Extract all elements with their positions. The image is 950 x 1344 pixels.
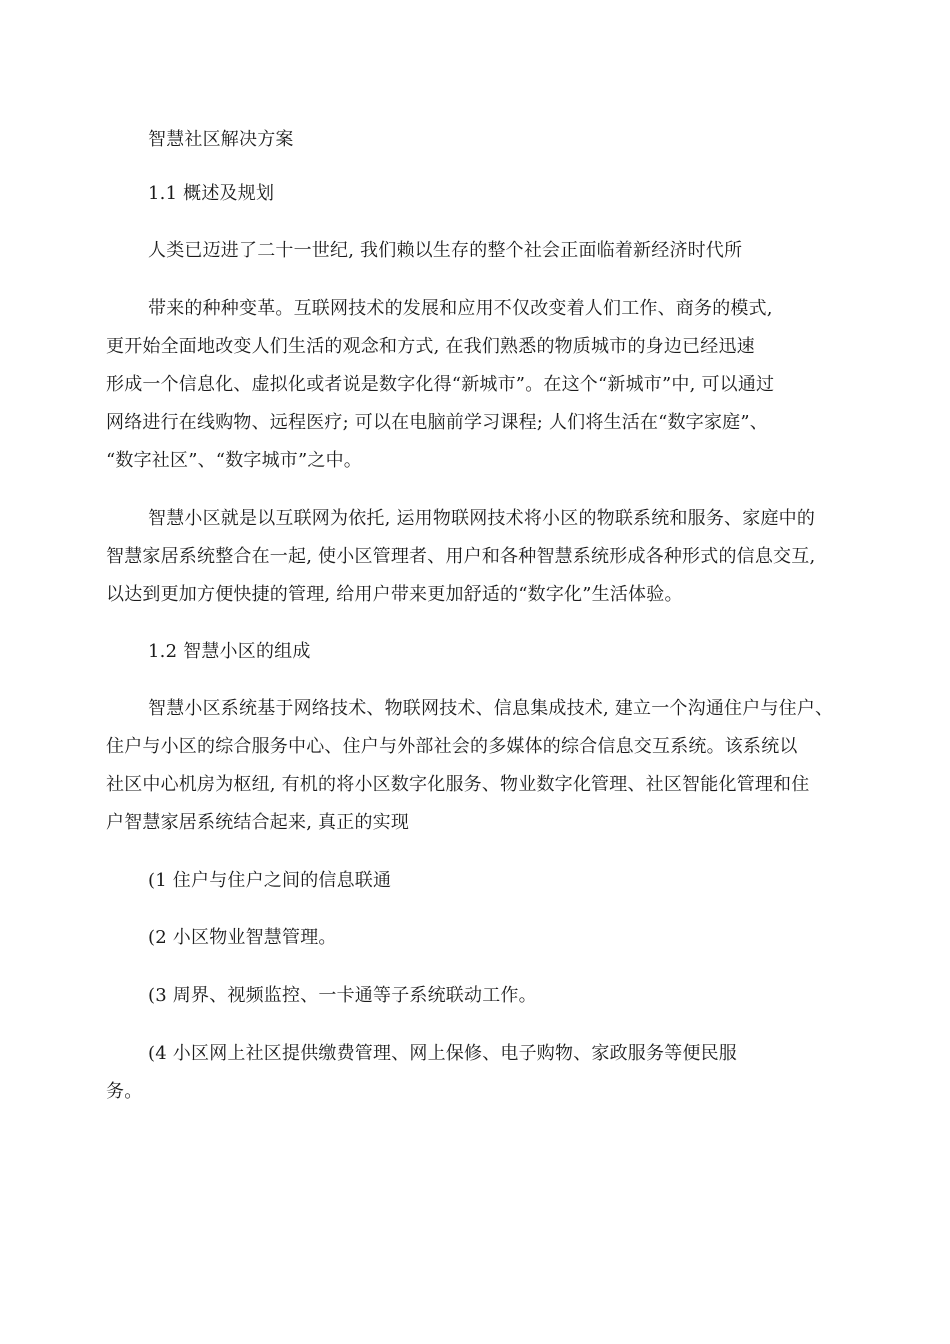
paragraph-3-line-4: 户智慧家居系统结合起来, 真正的实现 (106, 812, 410, 833)
list-item-1: (1 住户与住户之间的信息联通 (148, 870, 392, 891)
paragraph-2-line-3: 以达到更加方便快捷的管理, 给用户带来更加舒适的“数字化”生活体验。 (106, 584, 683, 605)
section-heading-1-1: 1.1 概述及规划 (148, 183, 275, 204)
paragraph-1-line-1: 人类已迈进了二十一世纪, 我们赖以生存的整个社会正面临着新经济时代所 (148, 240, 743, 261)
paragraph-3-line-1: 智慧小区系统基于网络技术、物联网技术、信息集成技术, 建立一个沟通住户与住户、 (148, 698, 834, 719)
document-title: 智慧社区解决方案 (148, 129, 294, 150)
paragraph-1-line-3: 更开始全面地改变人们生活的观念和方式, 在我们熟悉的物质城市的身边已经迅速 (106, 336, 755, 357)
list-item-2: (2 小区物业智慧管理。 (148, 927, 337, 948)
paragraph-3-line-3: 社区中心机房为枢纽, 有机的将小区数字化服务、物业数字化管理、社区智能化管理和住 (106, 774, 810, 795)
section-heading-1-2: 1.2 智慧小区的组成 (148, 641, 311, 662)
paragraph-1-line-5: 网络进行在线购物、远程医疗; 可以在电脑前学习课程; 人们将生活在“数字家庭”、 (106, 412, 768, 433)
list-item-4-line-2: 务。 (106, 1081, 143, 1102)
list-item-4-line-1: (4 小区网上社区提供缴费管理、网上保修、电子购物、家政服务等便民服 (148, 1043, 737, 1064)
paragraph-1-line-2: 带来的种种变革。互联网技术的发展和应用不仅改变着人们工作、商务的模式, (148, 298, 773, 319)
paragraph-2-line-2: 智慧家居系统整合在一起, 使小区管理者、用户和各种智慧系统形成各种形式的信息交互, (106, 546, 816, 567)
paragraph-1-line-4: 形成一个信息化、虚拟化或者说是数字化得“新城市”。在这个“新城市”中, 可以通过 (106, 374, 775, 395)
paragraph-3-line-2: 住户与小区的综合服务中心、住户与外部社会的多媒体的综合信息交互系统。该系统以 (106, 736, 798, 757)
list-item-3: (3 周界、视频监控、一卡通等子系统联动工作。 (148, 985, 537, 1006)
paragraph-2-line-1: 智慧小区就是以互联网为依托, 运用物联网技术将小区的物联系统和服务、家庭中的 (148, 508, 816, 529)
paragraph-1-line-6: “数字社区”、“数字城市”之中。 (106, 450, 363, 471)
